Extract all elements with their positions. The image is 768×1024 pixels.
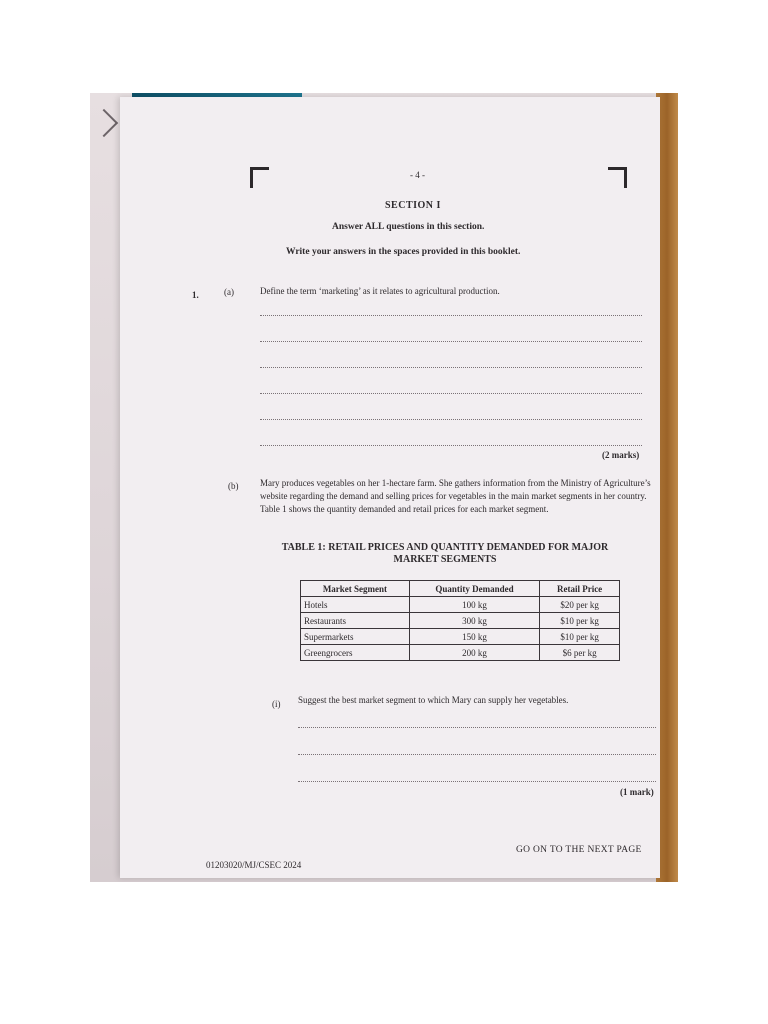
sub-i-text: Suggest the best market segment to which Mary can supply her vegetables. — [298, 695, 569, 705]
exam-page — [120, 97, 660, 878]
answer-line[interactable] — [260, 367, 642, 368]
part-a-text: Define the term ‘marketing’ as it relates to agricultural production. — [260, 286, 500, 296]
answer-line[interactable] — [260, 419, 642, 420]
table-header-row — [301, 581, 620, 597]
answer-line[interactable] — [298, 754, 656, 755]
table-cell: $20 per kg — [540, 597, 620, 613]
part-b-text: Mary produces vegetables on her 1-hectare farm. She gathers information from the Ministry of Agriculture’s website regarding the demand and selling prices for vegetables in the main market segments in her country. Table 1 shows the quantity demanded and retail prices for each market segment. — [260, 478, 651, 514]
table-cell: 100 kg — [409, 597, 539, 613]
sub-i-label: (i) — [272, 699, 281, 709]
column-header: Retail Price — [540, 581, 620, 597]
table-cell: Supermarkets — [301, 629, 410, 645]
answer-line[interactable] — [260, 445, 642, 446]
answer-line[interactable] — [260, 393, 642, 394]
table-cell: 300 kg — [409, 613, 539, 629]
market-table — [300, 580, 620, 661]
table-cell: 200 kg — [409, 645, 539, 661]
table-row — [301, 645, 620, 661]
table-cell: Greengrocers — [301, 645, 410, 661]
corner-mark-right — [608, 167, 627, 188]
part-b-label: (b) — [228, 481, 239, 491]
answer-line[interactable] — [260, 315, 642, 316]
sub-i-marks: (1 mark) — [620, 787, 654, 797]
instruction-1: Answer ALL questions in this section. — [332, 222, 485, 232]
part-a-marks: (2 marks) — [602, 450, 640, 460]
answer-line[interactable] — [260, 341, 642, 342]
table-cell: $6 per kg — [540, 645, 620, 661]
answer-line[interactable] — [298, 727, 656, 728]
chevron-right-icon — [90, 109, 118, 137]
table-cell: Hotels — [301, 597, 410, 613]
table-row — [301, 629, 620, 645]
instruction-2: Write your answers in the spaces provided in this booklet. — [286, 247, 521, 257]
table-cell: $10 per kg — [540, 629, 620, 645]
page-number: - 4 - — [410, 170, 425, 180]
section-title: SECTION I — [385, 200, 441, 211]
table-row — [301, 613, 620, 629]
column-header: Market Segment — [301, 581, 410, 597]
paper-code: 01203020/MJ/CSEC 2024 — [206, 860, 302, 870]
table-title: TABLE 1: RETAIL PRICES AND QUANTITY DEMANDED FOR MAJOR MARKET SEGMENTS — [281, 542, 609, 565]
table-cell: 150 kg — [409, 629, 539, 645]
corner-mark-left — [250, 167, 269, 188]
next-page-note: GO ON TO THE NEXT PAGE — [516, 845, 642, 855]
answer-line[interactable] — [298, 781, 656, 782]
question-number: 1. — [192, 290, 199, 300]
table-cell: Restaurants — [301, 613, 410, 629]
photo-frame — [90, 93, 678, 882]
part-a-label: (a) — [224, 287, 234, 297]
column-header: Quantity Demanded — [409, 581, 539, 597]
table-cell: $10 per kg — [540, 613, 620, 629]
table-row — [301, 597, 620, 613]
